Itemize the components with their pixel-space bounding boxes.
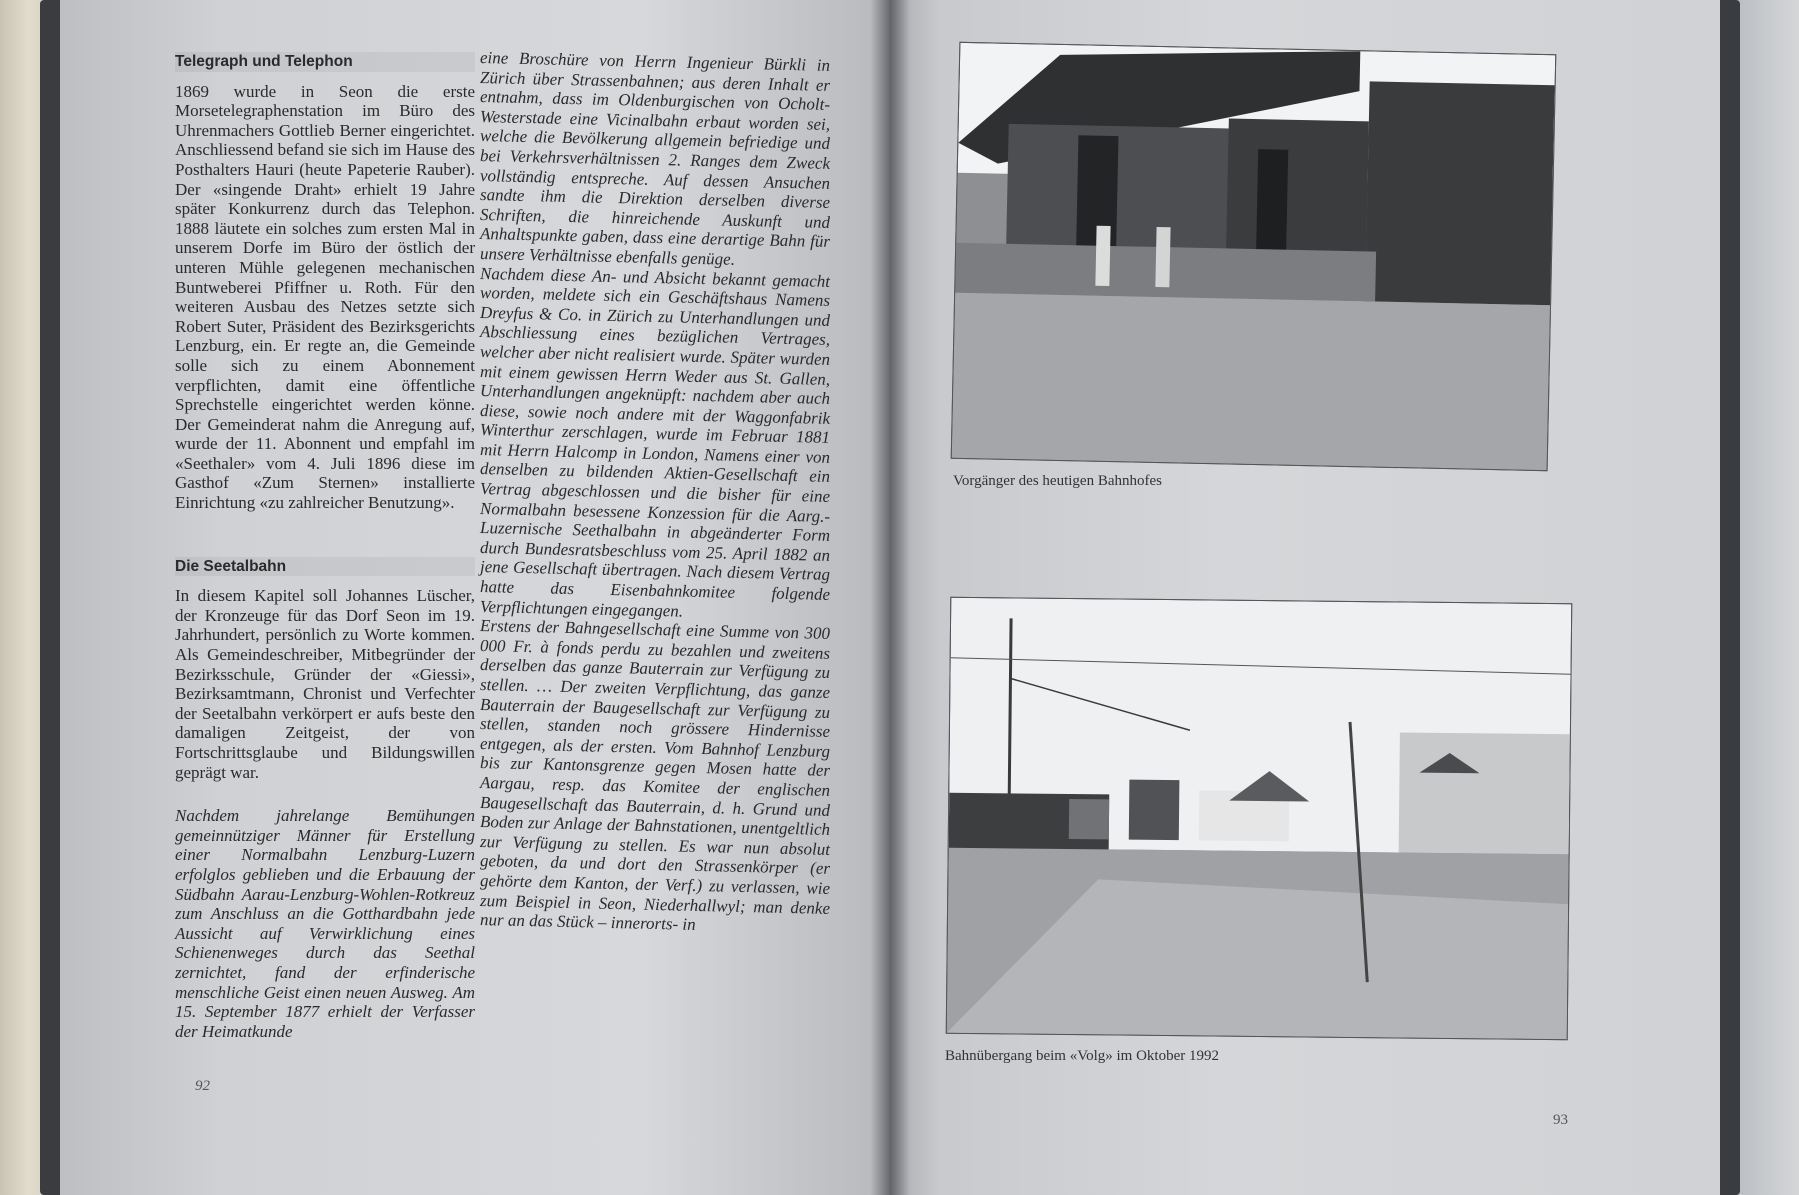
book-gutter xyxy=(870,0,910,1195)
photo-railway-crossing xyxy=(946,597,1573,1040)
left-column xyxy=(175,52,475,1041)
left-page xyxy=(60,0,890,1195)
right-column xyxy=(480,48,830,938)
section-heading-telegraph: Telegraph und Telephon xyxy=(175,52,475,72)
telegraph-paragraph: 1869 wurde in Seon die erste Morsetelegraphenstation im Büro des Uhrenmachers Gottlieb Berner eingerichtet. Anschliessend befand sie sich im Hause des Posthalters Hauri (heute Papeterie Rauber). Der «singende Draht» erhielt 19 Jahre später Konkurrenz durch das Telephon. 1888 läutete ein solches zum ersten Mal in unserem Dorfe im Büro der östlich der unteren Mühle gelegenen mechanischen Buntweberei Pfiffner u. Roth. Für den weiteren Ausbau des Netzes setzte sich Robert Suter, Präsident des Bezirksgerichts Lenzburg, ein. Er regte an, die Gemeinde solle sich zu einem Abonnement verpflichten, damit eine öffentliche Sprechstelle eingerichtet werden könne. Der Gemeinderat nahm die Anregung auf, wurde der 11. Abonnent und empfahl im «Seethaler» vom 4. Juli 1896 diese im Gasthof «Zum Sternen» installierte Einrichtung «zu zahlreicher Benutzung». xyxy=(175,81,475,513)
photo-old-station xyxy=(951,42,1557,471)
page-number-right: 93 xyxy=(1553,1112,1568,1128)
seetalbahn-quote: Nachdem jahrelange Bemühungen gemeinnütziger Männer für Erstellung einer Normalbahn Lenzburg-Luzern erfolglos geblieben und die Erbauung der Südbahn Aarau-Lenzburg-Wohlen-Rotkreuz zum Anschluss an die Gotthardbahn jede Aussicht auf Verwirklichung eines Schienenweges durch das Seethal zernichtet, fand der erfinderische menschliche Geist einen neuen Ausweg. Am 15. September 1877 erhielt der Verfasser der Heimatkunde xyxy=(175,806,475,1041)
section-heading-seetalbahn: Die Seetalbahn xyxy=(175,557,475,577)
seetalbahn-intro-paragraph: In diesem Kapitel soll Johannes Lüscher, der Kronzeuge für das Dorf Seon im 19. Jahrhundert, persönlich zu Worte kommen. Als Gemeindeschreiber, Mitbegründer der Bezirksschule, Gründer der «Giessi», Bezirksamtmann, Chronist und Verfechter der Seetalbahn verkörpert er aufs beste den damaligen Zeitgeist, der von Fortschrittsglaube und Bildungswillen geprägt war. xyxy=(175,586,475,782)
caption-old-station: Vorgänger des heutigen Bahnhofes xyxy=(953,473,1162,489)
caption-railway-crossing: Bahnübergang beim «Volg» im Oktober 1992 xyxy=(945,1048,1219,1064)
quote-paragraph-2: Nachdem diese An- und Absicht bekannt gemacht worden, meldete sich ein Geschäftshaus Namens Dreyfus & Co. in Zürich zu Unterhandlungen und Abschliessung eines bezüglichen Vertrages, welcher aber nicht realisiert wurde. Später wurden mit einem gewissen Herrn Weder aus St. Gallen, Unterhandlungen angeknüpft: nachdem aber auch diese, sowie noch andere mit der Waggonfabrik Winterthur zerschlagen, wurde im Februar 1881 mit Herrn Halcomp in London, Namens einer von denselben zu bildenden Aktien-Gesellschaft ein Vertrag abgeschlossen und die bisher für eine Normalbahn besessene Konzession für die Aarg.-Luzernische Seethalbahn in abgeänderter Form durch Bundesratsbeschluss vom 25. April 1882 an jene Gesellschaft übertragen. Nach diesem Vertrag hatte das Eisenbahnkomitee folgende Verpflichtungen eingegangen. xyxy=(480,263,830,621)
quote-paragraph-1: eine Broschüre von Herrn Ingenieur Bürkli in Zürich über Strassenbahnen; aus deren Inhalt er entnahm, dass im Oldenburgischen von Ocholt-Westerstade eine Vicinalbahn erbaut worden sei, welche die Bevölkerung allgemein befriedige und bei Verkehrsverhältnissen 2. Ranges dem Zweck vollständig entspreche. Auf dessen Ansuchen sandte ihm die Direktion derselben diverse Schriften, die hinreichende Auskunft und Anhaltspunkte gaben, dass eine derartige Bahn für unsere Verhältnisse ebenfalls genüge. xyxy=(480,48,830,269)
page-number-left: 92 xyxy=(195,1078,210,1094)
quote-paragraph-3: Erstens der Bahngesellschaft eine Summe von 300 000 Fr. à fonds perdu zu bezahlen und zweitens derselben das ganze Bauterrain zur Verfügung zu stellen. … Der zweiten Verpflichtung, das ganze Bauterrain der Baugesellschaft zur Verfügung zu stellen, standen noch grössere Hindernisse entgegen, als der ersten. Vom Bahnhof Lenzburg bis zur Kantonsgrenze gegen Mosen hatte der Aargau, resp. das Komitee der englischen Baugesellschaft das Bauterrain, d. h. Grund und Boden zur Anlage der Bahnstationen, unentgeltlich zur Verfügung zu stellen. Es war nun absolut geboten, da und dort den Strassenkörper (er gehörte dem Kanton, der Verf.) zu verlassen, wie zum Beispiel in Seon, Niederhallwyl; man denke nur an das Stück – innerorts- in xyxy=(480,616,830,935)
